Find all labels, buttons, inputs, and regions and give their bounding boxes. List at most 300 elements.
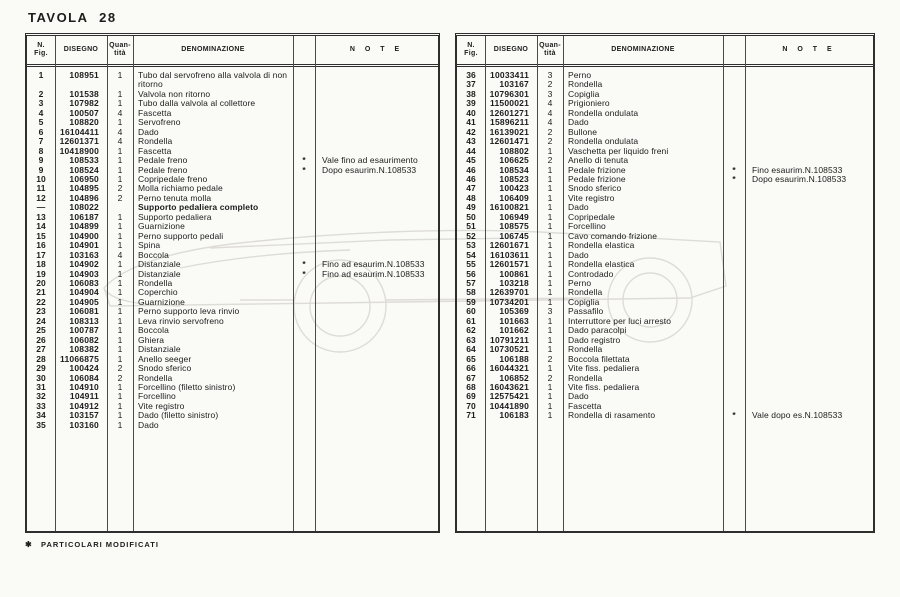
note-star bbox=[293, 71, 315, 90]
note-star bbox=[293, 241, 315, 250]
denomination: Boccola bbox=[138, 249, 169, 260]
fig-number: 62 bbox=[466, 325, 476, 336]
note-star bbox=[293, 99, 315, 108]
denomination: Bullone bbox=[568, 126, 598, 137]
denomination: Rondella bbox=[568, 372, 603, 383]
disegno-number: 106082 bbox=[69, 334, 99, 345]
quantity: 1 bbox=[117, 381, 123, 392]
denomination: Vite registro bbox=[568, 192, 615, 203]
note-text bbox=[745, 222, 873, 231]
table-row bbox=[457, 411, 873, 420]
disegno-number: 106183 bbox=[499, 410, 529, 421]
fig-number: 47 bbox=[466, 183, 476, 194]
disegno-number: 100787 bbox=[69, 325, 99, 336]
denomination: Guarnizione bbox=[138, 296, 185, 307]
disegno-number: 106852 bbox=[499, 372, 529, 383]
disegno-number: 100423 bbox=[499, 183, 529, 194]
denomination: Snodo sferico bbox=[138, 363, 192, 374]
note-text bbox=[745, 80, 873, 89]
quantity: 1 bbox=[547, 192, 553, 203]
note-text bbox=[315, 364, 438, 373]
note-text bbox=[745, 317, 873, 326]
denomination: Anello seeger bbox=[138, 353, 192, 364]
disegno-number: 104911 bbox=[69, 391, 99, 402]
quantity: 1 bbox=[547, 344, 553, 355]
fig-number: 31 bbox=[36, 381, 46, 392]
fig-number: 35 bbox=[36, 419, 46, 430]
fig-number: 52 bbox=[466, 230, 476, 241]
note-text bbox=[315, 298, 438, 307]
note-text bbox=[315, 288, 438, 297]
fig-number: 58 bbox=[466, 287, 476, 298]
note-star bbox=[723, 288, 745, 297]
fig-number: 70 bbox=[466, 400, 476, 411]
disegno-number: 16043621 bbox=[489, 381, 529, 392]
fig-number: 64 bbox=[466, 344, 476, 355]
denomination: Supporto pedaliera bbox=[138, 211, 212, 222]
disegno-number: 100507 bbox=[69, 107, 99, 118]
denomination: Dado bbox=[568, 391, 589, 402]
denomination: Boccola filettata bbox=[568, 353, 630, 364]
disegno-number: 15896211 bbox=[490, 117, 529, 128]
disegno-number: 108022 bbox=[69, 202, 99, 213]
fig-number: 26 bbox=[36, 334, 46, 345]
denomination: Prigioniero bbox=[568, 98, 610, 109]
note-text bbox=[315, 118, 438, 127]
fig-number: 56 bbox=[466, 268, 476, 279]
disegno-number: 12601271 bbox=[489, 107, 529, 118]
quantity: 1 bbox=[117, 325, 123, 336]
note-text bbox=[315, 71, 438, 90]
denomination: Copiglia bbox=[568, 296, 600, 307]
note-star bbox=[293, 213, 315, 222]
note-star bbox=[723, 326, 745, 335]
note-star bbox=[723, 241, 745, 250]
disegno-number: 10418900 bbox=[59, 145, 99, 156]
denomination: Fascetta bbox=[138, 107, 172, 118]
fig-number: 60 bbox=[466, 306, 476, 317]
denomination: Rondella bbox=[138, 372, 173, 383]
denomination: Perno bbox=[568, 277, 592, 288]
denomination: Snodo sferico bbox=[568, 183, 622, 194]
note-star bbox=[723, 109, 745, 118]
note-text bbox=[315, 355, 438, 364]
header-note: N O T E bbox=[349, 46, 404, 53]
note-star bbox=[293, 402, 315, 411]
note-text bbox=[745, 336, 873, 345]
note-star bbox=[723, 203, 745, 212]
denomination: Rondella bbox=[568, 344, 603, 355]
page-title: TAVOLA 28 bbox=[28, 10, 117, 25]
note-text bbox=[315, 109, 438, 118]
quantity: 2 bbox=[547, 126, 553, 137]
note-text bbox=[745, 260, 873, 269]
note-star bbox=[723, 213, 745, 222]
fig-number: 22 bbox=[36, 296, 46, 307]
disegno-number: 10730521 bbox=[489, 344, 529, 355]
note-star bbox=[293, 364, 315, 373]
fig-number: 63 bbox=[466, 334, 476, 345]
quantity: 4 bbox=[547, 117, 553, 128]
fig-number: 14 bbox=[36, 221, 46, 232]
disegno-number: 106949 bbox=[499, 211, 529, 222]
quantity: 1 bbox=[117, 306, 123, 317]
note-star bbox=[723, 279, 745, 288]
fig-number: 19 bbox=[36, 268, 46, 279]
disegno-number: 16100821 bbox=[489, 202, 529, 213]
fig-number: 32 bbox=[36, 391, 46, 402]
note-star: * bbox=[732, 173, 736, 184]
fig-number: 55 bbox=[466, 259, 476, 270]
note-text bbox=[315, 241, 438, 250]
disegno-number: 106187 bbox=[69, 211, 99, 222]
note-text bbox=[745, 184, 873, 193]
note-star bbox=[723, 137, 745, 146]
note-star bbox=[723, 270, 745, 279]
fig-number: 34 bbox=[36, 410, 46, 421]
note-text bbox=[315, 232, 438, 241]
header-qty: Quan- tità bbox=[109, 42, 131, 57]
quantity: 2 bbox=[547, 372, 553, 383]
disegno-number: 106409 bbox=[499, 192, 529, 203]
note-text bbox=[745, 241, 873, 250]
fig-number: 24 bbox=[36, 315, 46, 326]
note-star bbox=[723, 383, 745, 392]
denomination: Fascetta bbox=[568, 400, 602, 411]
quantity: 2 bbox=[117, 183, 123, 194]
fig-number: — bbox=[36, 202, 46, 213]
fig-number: 53 bbox=[466, 240, 476, 251]
quantity: 1 bbox=[117, 173, 123, 184]
note-text: Dopo esaurim.N.108533 bbox=[322, 164, 417, 175]
denomination: Copiglia bbox=[568, 88, 600, 99]
header-qty: Quan- tità bbox=[539, 42, 561, 57]
denomination: Vite fiss. pedaliera bbox=[568, 363, 640, 374]
quantity: 1 bbox=[547, 145, 553, 156]
disegno-number: 106188 bbox=[499, 353, 529, 364]
fig-number: 17 bbox=[36, 249, 46, 260]
quantity: 1 bbox=[117, 410, 123, 421]
header-disegno: DISEGNO bbox=[493, 46, 529, 53]
note-text: Dopo esaurim.N.108533 bbox=[752, 173, 847, 184]
quantity: 2 bbox=[547, 353, 553, 364]
quantity: 1 bbox=[547, 173, 553, 184]
note-text bbox=[745, 355, 873, 364]
fig-number: 40 bbox=[466, 107, 476, 118]
quantity: 1 bbox=[547, 410, 553, 421]
quantity: 1 bbox=[547, 164, 553, 175]
note-star bbox=[293, 232, 315, 241]
disegno-number: 12575421 bbox=[489, 391, 529, 402]
parts-table-left bbox=[25, 33, 440, 533]
denomination: Dado registro bbox=[568, 334, 621, 345]
note-text bbox=[315, 203, 438, 212]
disegno-number: 10796301 bbox=[489, 88, 529, 99]
fig-number: 6 bbox=[38, 126, 44, 137]
denomination: Rondella bbox=[568, 79, 603, 90]
header-denominazione: DENOMINAZIONE bbox=[181, 46, 245, 53]
fig-number: 3 bbox=[38, 98, 44, 109]
denomination: Pedale freno bbox=[138, 164, 188, 175]
note-star bbox=[293, 194, 315, 203]
fig-number: 10 bbox=[36, 173, 46, 184]
denomination: Rondella bbox=[138, 277, 173, 288]
fig-number: 18 bbox=[36, 259, 46, 270]
note-text bbox=[745, 326, 873, 335]
note-text bbox=[745, 279, 873, 288]
column-divider bbox=[537, 36, 538, 531]
fig-number: 16 bbox=[36, 240, 46, 251]
disegno-number: 106083 bbox=[69, 277, 99, 288]
disegno-number: 107982 bbox=[69, 98, 99, 109]
note-text bbox=[315, 90, 438, 99]
quantity: 1 bbox=[547, 249, 553, 260]
fig-number: 7 bbox=[38, 136, 44, 147]
disegno-number: 12601471 bbox=[489, 136, 529, 147]
note-star bbox=[293, 109, 315, 118]
denomination: Perno bbox=[568, 70, 592, 80]
note-text bbox=[745, 71, 873, 80]
fig-number: 30 bbox=[36, 372, 46, 383]
disegno-number: 10734201 bbox=[489, 296, 529, 307]
denomination: Vite fiss. pedaliera bbox=[568, 381, 640, 392]
denomination: Vaschetta per liquido freni bbox=[568, 145, 669, 156]
quantity: 1 bbox=[117, 268, 123, 279]
disegno-number: 104904 bbox=[69, 287, 99, 298]
note-text bbox=[315, 279, 438, 288]
disegno-number: 106745 bbox=[499, 230, 529, 241]
disegno-number: 16044321 bbox=[489, 363, 529, 374]
column-divider bbox=[133, 36, 134, 531]
table-row bbox=[27, 71, 438, 90]
quantity: 1 bbox=[117, 117, 123, 128]
column-divider bbox=[107, 36, 108, 531]
disegno-number: 104912 bbox=[69, 400, 99, 411]
parts-table-right bbox=[455, 33, 875, 533]
denomination: Coperchio bbox=[138, 287, 178, 298]
note-star bbox=[723, 336, 745, 345]
quantity: 1 bbox=[117, 155, 123, 166]
fig-number: 42 bbox=[466, 126, 476, 137]
denomination: Distanziale bbox=[138, 268, 181, 279]
denomination: Dado bbox=[568, 202, 589, 213]
fig-number: 51 bbox=[466, 221, 476, 232]
disegno-number: 10033411 bbox=[490, 70, 529, 80]
disegno-number: 103218 bbox=[499, 277, 529, 288]
quantity: 1 bbox=[117, 400, 123, 411]
note-text bbox=[315, 194, 438, 203]
fig-number: 8 bbox=[38, 145, 44, 156]
quantity: 1 bbox=[117, 353, 123, 364]
note-star: * bbox=[732, 164, 736, 175]
quantity: 1 bbox=[117, 259, 123, 270]
disegno-number: 16103611 bbox=[490, 249, 529, 260]
column-divider bbox=[293, 36, 294, 531]
column-divider bbox=[563, 36, 564, 531]
fig-number: 66 bbox=[466, 363, 476, 374]
note-text bbox=[745, 147, 873, 156]
disegno-number: 108802 bbox=[499, 145, 529, 156]
fig-number: 59 bbox=[466, 296, 476, 307]
note-text bbox=[745, 194, 873, 203]
denomination: Supporto pedaliera completo bbox=[138, 202, 259, 213]
disegno-number: 103167 bbox=[499, 79, 529, 90]
note-star bbox=[723, 364, 745, 373]
column-divider bbox=[745, 36, 746, 531]
note-text bbox=[745, 383, 873, 392]
denomination: Rondella bbox=[138, 136, 173, 147]
denomination: Copripedale bbox=[568, 211, 615, 222]
quantity: 1 bbox=[117, 221, 123, 232]
denomination: Tubo dalla valvola al collettore bbox=[138, 98, 256, 109]
fig-number: 44 bbox=[466, 145, 476, 156]
fig-number: 23 bbox=[36, 306, 46, 317]
note-star bbox=[723, 118, 745, 127]
disegno-number: 11500021 bbox=[490, 98, 529, 109]
note-text bbox=[315, 307, 438, 316]
denomination: Servofreno bbox=[138, 117, 181, 128]
fig-number: 27 bbox=[36, 344, 46, 355]
note-star bbox=[293, 374, 315, 383]
quantity: 1 bbox=[117, 70, 123, 80]
fig-number: 36 bbox=[466, 70, 476, 80]
denomination: Dado paracolpi bbox=[568, 325, 627, 336]
denomination: Distanziale bbox=[138, 259, 181, 270]
note-star bbox=[723, 128, 745, 137]
note-text bbox=[315, 374, 438, 383]
note-text bbox=[315, 184, 438, 193]
header-denominazione: DENOMINAZIONE bbox=[611, 46, 675, 53]
fig-number: 4 bbox=[38, 107, 44, 118]
note-text bbox=[315, 326, 438, 335]
note-star bbox=[293, 184, 315, 193]
quantity: 4 bbox=[117, 136, 123, 147]
note-star bbox=[723, 80, 745, 89]
denomination: Anello di tenuta bbox=[568, 155, 629, 166]
disegno-number: 108524 bbox=[69, 164, 99, 175]
denomination: Forcellino bbox=[138, 391, 176, 402]
fig-number: 50 bbox=[466, 211, 476, 222]
column-divider bbox=[315, 36, 316, 531]
fig-number: 28 bbox=[36, 353, 46, 364]
quantity: 1 bbox=[547, 287, 553, 298]
quantity: 1 bbox=[547, 334, 553, 345]
quantity: 1 bbox=[547, 315, 553, 326]
disegno-number: 104899 bbox=[69, 221, 99, 232]
note-star bbox=[293, 421, 315, 430]
disegno-number: 104900 bbox=[69, 230, 99, 241]
note-text bbox=[745, 109, 873, 118]
quantity: 1 bbox=[117, 164, 123, 175]
denomination: Vite registro bbox=[138, 400, 185, 411]
note-text bbox=[315, 392, 438, 401]
note-star bbox=[293, 118, 315, 127]
note-text bbox=[315, 213, 438, 222]
fig-number: 41 bbox=[466, 117, 476, 128]
note-text bbox=[315, 137, 438, 146]
note-star: * bbox=[302, 155, 306, 166]
note-text bbox=[745, 298, 873, 307]
denomination: Copripedale freno bbox=[138, 173, 208, 184]
denomination: Leva rinvio servofreno bbox=[138, 315, 224, 326]
disegno-number: 108820 bbox=[69, 117, 99, 128]
note-star bbox=[293, 90, 315, 99]
quantity: 1 bbox=[547, 202, 553, 213]
note-star bbox=[723, 392, 745, 401]
note-star bbox=[723, 345, 745, 354]
fig-number: 1 bbox=[38, 70, 44, 80]
denomination: Perno supporto pedali bbox=[138, 230, 224, 241]
denomination: Perno supporto leva rinvio bbox=[138, 306, 240, 317]
disegno-number: 16139021 bbox=[489, 126, 529, 137]
denomination: Rondella ondulata bbox=[568, 136, 639, 147]
fig-number: 67 bbox=[466, 372, 476, 383]
header-fig: N. Fig. bbox=[34, 42, 48, 57]
disegno-number: 10791211 bbox=[490, 334, 529, 345]
quantity: 1 bbox=[547, 259, 553, 270]
quantity: 2 bbox=[117, 363, 123, 374]
note-text bbox=[745, 374, 873, 383]
note-text bbox=[745, 392, 873, 401]
note-star bbox=[293, 279, 315, 288]
note-text bbox=[745, 90, 873, 99]
denomination: Rondella elastica bbox=[568, 259, 635, 270]
fig-number: 11 bbox=[36, 183, 46, 194]
disegno-number: 16104411 bbox=[60, 126, 99, 137]
fig-number: 46 bbox=[466, 164, 476, 175]
disegno-number: 108313 bbox=[69, 315, 99, 326]
disegno-number: 106081 bbox=[69, 306, 99, 317]
fig-number: 2 bbox=[38, 88, 44, 99]
fig-number: 49 bbox=[466, 202, 476, 213]
note-star bbox=[293, 288, 315, 297]
disegno-number: 108533 bbox=[69, 155, 99, 166]
note-star bbox=[723, 222, 745, 231]
note-text bbox=[745, 307, 873, 316]
denomination: Pedale freno bbox=[138, 155, 188, 166]
quantity: 4 bbox=[117, 249, 123, 260]
note-star bbox=[293, 336, 315, 345]
quantity: 1 bbox=[547, 230, 553, 241]
disegno-number: 108523 bbox=[499, 173, 529, 184]
table-header bbox=[27, 36, 438, 67]
note-star bbox=[723, 260, 745, 269]
disegno-number: 12601571 bbox=[489, 259, 529, 270]
quantity: 1 bbox=[117, 391, 123, 402]
fig-number: 61 bbox=[466, 315, 476, 326]
note-star bbox=[293, 383, 315, 392]
column-divider bbox=[723, 36, 724, 531]
note-star: * bbox=[302, 259, 306, 270]
denomination: Guarnizione bbox=[138, 221, 185, 232]
quantity: 2 bbox=[547, 155, 553, 166]
quantity: 4 bbox=[547, 98, 553, 109]
quantity: 1 bbox=[117, 277, 123, 288]
disegno-number: 100861 bbox=[499, 268, 529, 279]
note-star bbox=[293, 345, 315, 354]
disegno-number: 106084 bbox=[69, 372, 99, 383]
quantity: 1 bbox=[117, 334, 123, 345]
note-text bbox=[745, 128, 873, 137]
note-text: Fino esaurim.N.108533 bbox=[752, 164, 843, 175]
disegno-number: 104902 bbox=[69, 259, 99, 270]
denomination: Distanziale bbox=[138, 344, 181, 355]
note-text bbox=[315, 345, 438, 354]
disegno-number: 105369 bbox=[499, 306, 529, 317]
fig-number: 13 bbox=[36, 211, 46, 222]
column-divider bbox=[55, 36, 56, 531]
note-star bbox=[293, 392, 315, 401]
